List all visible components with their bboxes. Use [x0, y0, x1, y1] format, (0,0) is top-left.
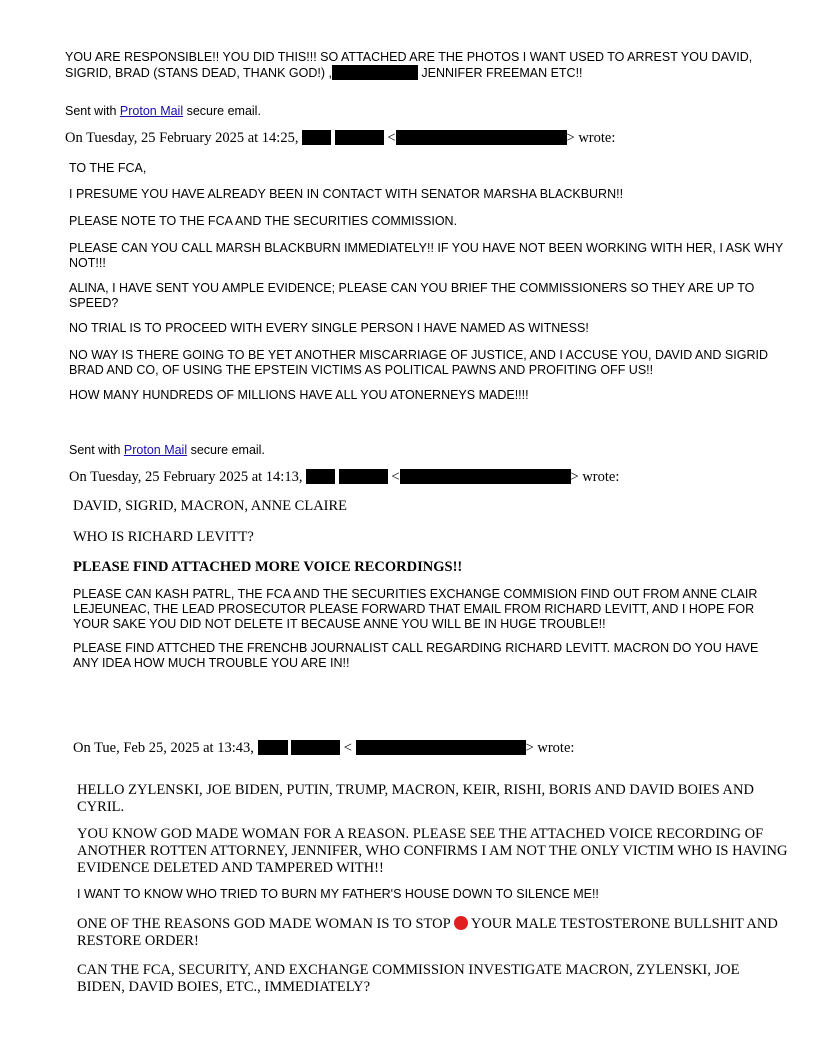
top-message: [65, 50, 765, 81]
paragraph: HELLO ZYLENSKI, JOE BIDEN, PUTIN, TRUMP, MACRON, KEIR, RISHI, BORIS AND DAVID BOIES AND CYRIL.: [77, 782, 754, 815]
paragraph: I WANT TO KNOW WHO TRIED TO BURN MY FATHER'S HOUSE DOWN TO SILENCE ME!!: [77, 887, 599, 901]
paragraph: ALINA, I HAVE SENT YOU AMPLE EVIDENCE; PLEASE CAN YOU BRIEF THE COMMISSIONERS SO THEY ARE UP TO SPEED?: [69, 281, 755, 310]
paragraph: PLEASE FIND ATTACHED MORE VOICE RECORDINGS!!: [73, 559, 463, 575]
top-line-2: SIGRID, BRAD (STANS DEAD, THANK GOD!) , JENNIFER FREEMAN ETC!!: [65, 66, 583, 80]
redaction-bar: [332, 65, 418, 80]
proton-mail-link[interactable]: Proton Mail: [123, 443, 188, 457]
paragraph: PLEASE FIND ATTCHED THE FRENCHB JOURNALIST CALL REGARDING RICHARD LEVITT. MACRON DO YOU HAVE ANY IDEA HOW MUCH TROUBLE YOU ARE IN!!: [73, 641, 759, 670]
paragraph: CAN THE FCA, SECURITY, AND EXCHANGE COMMISSION INVESTIGATE MACRON, ZYLENSKI, JOE BIDEN, DAVID BOIES, ETC., IMMEDIATELY?: [77, 962, 740, 995]
quote-header: On Tuesday, 25 February 2025 at 14:13, < > wrote:: [69, 469, 620, 485]
sent-with-footer: Sent with Proton Mail secure email.: [69, 443, 265, 457]
redaction-bar: [258, 740, 288, 755]
quote-header: On Tuesday, 25 February 2025 at 14:25, < > wrote:: [65, 130, 616, 146]
redaction-bar: [302, 130, 331, 145]
quote-header: On Tue, Feb 25, 2025 at 13:43, < > wrote:: [73, 740, 575, 756]
paragraph: YOU KNOW GOD MADE WOMAN FOR A REASON. PLEASE SEE THE ATTACHED VOICE RECORDING OF ANOTHER ROTTEN ATTORNEY, JENNIFER, WHO CONFIRMS I AM NOT THE ONLY VICTIM WHO IS HAVING EVIDENCE DELETED AND TAMPERED WITH!!: [77, 826, 788, 876]
proton-mail-link[interactable]: Proton Mail: [119, 104, 184, 118]
paragraph: WHO IS RICHARD LEVITT?: [73, 529, 254, 545]
redaction-bar: [356, 740, 526, 755]
paragraph: DAVID, SIGRID, MACRON, ANNE CLAIRE: [73, 498, 348, 514]
paragraph: PLEASE CAN YOU CALL MARSH BLACKBURN IMMEDIATELY!! IF YOU HAVE NOT BEEN WORKING WITH HER, I ASK WHY NOT!!!: [69, 241, 784, 270]
sent-with-footer: Sent with Proton Mail secure email.: [65, 104, 261, 118]
paragraph: HOW MANY HUNDREDS OF MILLIONS HAVE ALL YOU ATONERNEYS MADE!!!!: [69, 388, 529, 402]
redaction-bar: [400, 469, 571, 484]
paragraph: PLEASE CAN KASH PATRL, THE FCA AND THE SECURITIES EXCHANGE COMMISION FIND OUT FROM ANNE CLAIR LEJEUNEAC, THE LEAD PROSECUTOR PLEASE FORWARD THAT EMAIL FROM RICHARD LEVITT, AND I HOPE FOR YOUR SAKE YOU DID NOT DELETE IT BECAUSE ANNE YOU WILL BE IN HUGE TROUBLE!!: [73, 587, 758, 631]
redaction-bar: [335, 130, 384, 145]
redaction-bar: [339, 469, 388, 484]
top-line-1: YOU ARE RESPONSIBLE!! YOU DID THIS!!! SO ATTACHED ARE THE PHOTOS I WANT USED TO ARREST YOU DAVID,: [65, 50, 753, 64]
paragraph: PLEASE NOTE TO THE FCA AND THE SECURITIES COMMISSION.: [69, 214, 458, 228]
redaction-bar: [396, 130, 567, 145]
stop-sign-icon: [454, 916, 468, 930]
paragraph: NO TRIAL IS TO PROCEED WITH EVERY SINGLE PERSON I HAVE NAMED AS WITNESS!: [69, 321, 589, 335]
paragraph: ONE OF THE REASONS GOD MADE WOMAN IS TO STOP YOUR MALE TESTOSTERONE BULLSHIT AND RESTORE ORDER!: [77, 916, 778, 949]
paragraph: I PRESUME YOU HAVE ALREADY BEEN IN CONTACT WITH SENATOR MARSHA BLACKBURN!!: [69, 187, 624, 201]
redaction-bar: [306, 469, 335, 484]
paragraph: TO THE FCA,: [69, 161, 147, 175]
paragraph: NO WAY IS THERE GOING TO BE YET ANOTHER MISCARRIAGE OF JUSTICE, AND I ACCUSE YOU, DAVID AND SIGRID BRAD AND CO, OF USING THE EPSTEIN VICTIMS AS POLITICAL PAWNS AND PROFITING OFF US!!: [69, 348, 768, 377]
redaction-bar: [291, 740, 340, 755]
